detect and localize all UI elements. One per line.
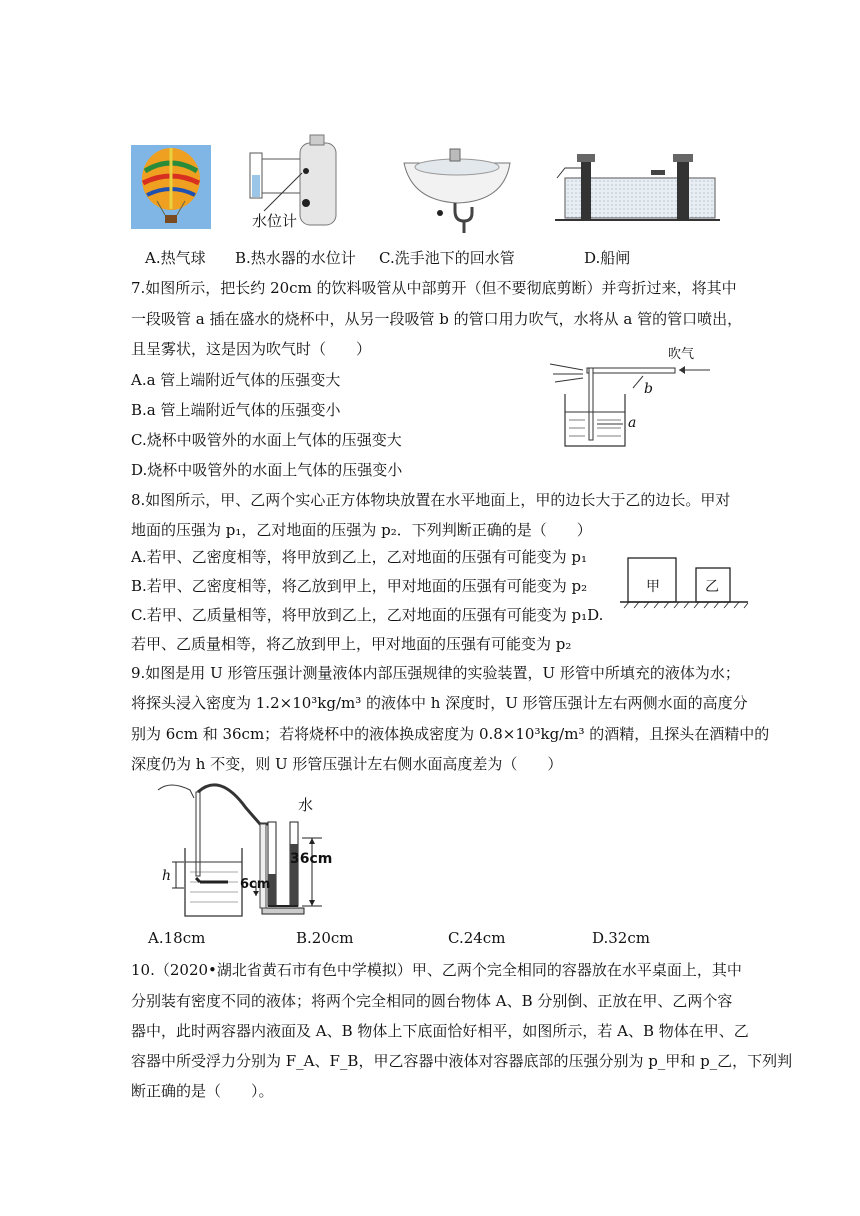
q9-option-c: C.24cm xyxy=(448,929,506,947)
block-yi-label: 乙 xyxy=(705,579,719,595)
q8-option-a: A.若甲、乙密度相等，将甲放到乙上，乙对地面的压强有可能变为 p₁ xyxy=(131,548,587,566)
q8-option-d: 若甲、乙质量相等，将乙放到甲上，甲对地面的压强有可能变为 p₂ xyxy=(131,635,572,653)
tube-b-label: b xyxy=(644,381,653,397)
hot-air-balloon-image xyxy=(131,145,211,229)
water-level-label: 水位计 xyxy=(252,212,298,230)
q8-option-b: B.若甲、乙密度相等，将乙放到甲上，甲对地面的压强有可能变为 p₂ xyxy=(131,577,588,595)
water-label: 水 xyxy=(298,796,314,814)
sink-figure xyxy=(400,145,515,235)
q10-stem-line-4: 容器中所受浮力分别为 F_A、F_B，甲乙容器中液体对容器底部的压强分别为 p_甲和 p_乙，下列判 xyxy=(131,1052,793,1070)
q9-stem-line-3: 别为 6cm 和 36cm；若将烧杯中的液体换成密度为 0.8×10³kg/m³ 的酒精，且探头在酒精中的 xyxy=(131,725,770,743)
q10-stem-line-5: 断正确的是（ ）。 xyxy=(131,1082,274,1100)
q8-stem-line-2: 地面的压强为 p₁，乙对地面的压强为 p₂．下列判断正确的是（ ） xyxy=(131,521,592,539)
q10-stem-line-1: 10.（2020•湖北省黄石市有色中学模拟）甲、乙两个完全相同的容器放在水平桌面上，其中 xyxy=(131,961,742,979)
q7-option-d: D.烧杯中吸管外的水面上气体的压强变小 xyxy=(131,461,403,479)
q6-option-b: B.热水器的水位计 xyxy=(235,249,356,267)
q9-option-d: D.32cm xyxy=(592,929,650,947)
q9-stem-line-4: 深度仍为 h 不变，则 U 形管压强计左右侧水面高度差为（ ） xyxy=(131,755,563,773)
q7-option-b: B.a 管上端附近气体的压强变小 xyxy=(131,401,341,419)
block-jia-label: 甲 xyxy=(646,579,660,595)
q10-stem-line-3: 器中，此时两容器内液面及 A、B 物体上下底面恰好相平，如图所示，若 A、B 物体在甲、乙 xyxy=(131,1022,749,1040)
q6-option-c: C.洗手池下的回水管 xyxy=(379,249,515,267)
q10-stem-line-2: 分别装有密度不同的液体；将两个完全相同的圆台物体 A、B 分别倒、正放在甲、乙两个容 xyxy=(131,992,733,1010)
q9-stem-line-1: 9.如图是用 U 形管压强计测量液体内部压强规律的实验装置，U 形管中所填充的液体为水； xyxy=(131,664,740,682)
q6-option-a: A.热气球 xyxy=(145,249,206,267)
q7-option-c: C.烧杯中吸管外的水面上气体的压强变大 xyxy=(131,431,402,449)
q9-option-b: B.20cm xyxy=(296,929,354,947)
q6-option-d: D.船闸 xyxy=(584,249,631,267)
six-cm-label: 6cm xyxy=(240,877,271,892)
q9-stem-line-2: 将探头浸入密度为 1.2×10³kg/m³ 的液体中 h 深度时，U 形管压强计左右两侧水面的高度分 xyxy=(131,694,748,712)
q7-stem-line-3: 且呈雾状，这是因为吹气时（ ） xyxy=(131,340,372,358)
q7-stem-line-2: 一段吸管 a 插在盛水的烧杯中，从另一段吸管 b 的管口用力吹气，水将从 a 管的管口喷出， xyxy=(131,310,743,328)
cubes-figure xyxy=(620,553,750,613)
thirtysix-cm-label: 36cm xyxy=(290,851,333,867)
q8-option-c: C.若甲、乙质量相等，将甲放到乙上，乙对地面的压强有可能变为 p₁D. xyxy=(131,606,604,624)
straw-beaker-figure xyxy=(545,350,715,450)
depth-h-label: h xyxy=(162,868,172,884)
tube-a-label: a xyxy=(628,415,637,431)
q7-option-a: A.a 管上端附近气体的压强变大 xyxy=(131,371,341,389)
q9-option-a: A.18cm xyxy=(148,929,206,947)
blow-label: 吹气 xyxy=(668,347,695,362)
ship-lock-figure xyxy=(555,148,720,233)
q8-stem-line-1: 8.如图所示，甲、乙两个实心正方体物块放置在水平地面上，甲的边长大于乙的边长。甲对 xyxy=(131,491,731,509)
q7-stem-line-1: 7.如图所示，把长约 20cm 的饮料吸管从中部剪开（但不要彻底剪断）并弯折过来，将其中 xyxy=(131,279,737,297)
